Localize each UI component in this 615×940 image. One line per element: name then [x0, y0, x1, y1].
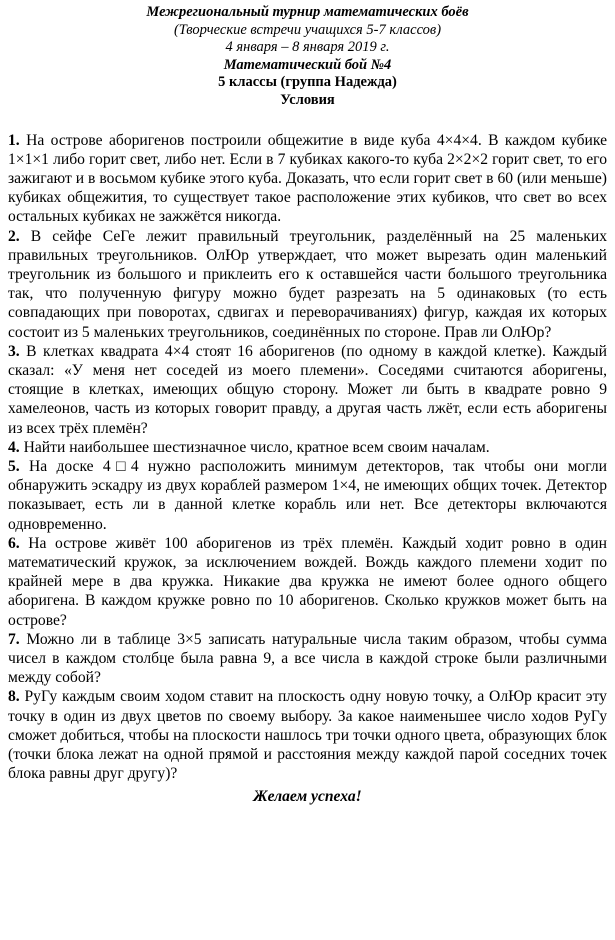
problem-item [8, 534, 607, 630]
problem-number: 5. [8, 458, 20, 476]
battle-title: Математический бой №4 [223, 56, 392, 73]
problem-item [8, 342, 607, 438]
tournament-title: Межрегиональный турнир математических боёв [146, 4, 469, 20]
closing-wish: Желаем успеха! [253, 788, 362, 806]
problem-number: 3. [8, 342, 20, 360]
problem-text: На острове аборигенов построили общежитие в виде куба 4×4×4. В каждом кубике 1×1×1 либо горит свет, либо нет. Если в 7 кубиках какого-то куба 2×2×2 горит свет, то его зажигают и в восьмом кубике этого куба. Доказать, что если горит свет в 60 (или меньше) кубиках общежития, то существует такое расположение этих кубиков, что свет во всех остальных кубиках не зажжётся никогда. [8, 131, 607, 226]
problem-number: 8. [8, 688, 20, 706]
tournament-subtitle: (Творческие встречи учащихся 5-7 классов) [173, 21, 442, 38]
problem-text: Найти наибольшее шестизначное число, кратное всем своим началам. [23, 438, 490, 456]
problem-item [8, 131, 607, 227]
problem-item [8, 227, 607, 342]
problem-item [8, 630, 607, 688]
problem-number: 6. [8, 534, 20, 552]
problem-text: Можно ли в таблице 3×5 записать натуральные числа таким образом, чтобы сумма чисел в каждом столбце была равна 9, а все числа в каждой строке были различными между собой? [8, 630, 607, 687]
conditions-title: Условия [280, 91, 335, 108]
problem-number: 4. [8, 438, 20, 456]
problem-text: В сейфе СеГе лежит правильный треугольник, разделённый на 25 маленьких правильных треугольников. ОлЮр утверждает, что может вырезать один маленький треугольник из большого и приклеить его к оставшейся части большого треугольника так, что полученную фигуру можно будет разрезать на 5 одинаковых (то есть совпадающих при поворотах, сдвигах и переворачиваниях) фигур, каждая их которых состоит из 5 маленьких треугольников, соединённых по стороне. Прав ли ОлЮр? [8, 227, 607, 341]
problem-list [8, 131, 607, 784]
problem-number: 1. [8, 131, 20, 149]
problem-item [8, 457, 607, 534]
tournament-dates: 4 января – 8 января 2019 г. [225, 39, 390, 56]
group-title: 5 классы (группа Надежда) [218, 74, 397, 91]
problem-number: 7. [8, 630, 20, 648]
document-header [8, 4, 607, 110]
problem-text: На острове живёт 100 аборигенов из трёх племён. Каждый ходит ровно в один математический кружок, за исключением вождей. Вождь каждого племени ходит по крайней мере в два кружка. Никакие два кружка не имеют более одного общего аборигена. В каждом кружке ровно по 10 аборигенов. Сколько кружков может быть на острове? [8, 534, 607, 629]
problem-text: В клетках квадрата 4×4 стоят 16 аборигенов (по одному в каждой клетке). Каждый сказал: «У меня нет соседей из моего племени». Соседями считаются аборигены, стоящие в клетках, имеющих общую сторону. Может ли быть в квадрате ровно 9 хамелеонов, часть из которых говорит правду, а другая часть лжёт, если есть аборигены из всех трёх племён? [8, 342, 607, 437]
problem-text: РуГу каждым своим ходом ставит на плоскость одну новую точку, а ОлЮр красит эту точку в один из двух цветов по своему выбору. За какое наименьшее число ходов РуГу сможет добиться, чтобы на плоскости нашлось три точки одного цвета, образующих блок (точки блока лежат на одной прямой и расстояния между каждой парой соседних точек блока равны друг другу)? [8, 688, 607, 783]
problem-number: 2. [8, 227, 20, 245]
problem-item [8, 687, 607, 783]
problem-text: На доске 4□4 нужно расположить минимум детекторов, так чтобы они могли обнаружить эскадру из двух кораблей размером 1×4, не имеющих общих точек. Детектор показывает, есть ли в данной клетке корабль или нет. Все детекторы включаются одновременно. [8, 458, 607, 533]
problem-item [8, 438, 607, 457]
